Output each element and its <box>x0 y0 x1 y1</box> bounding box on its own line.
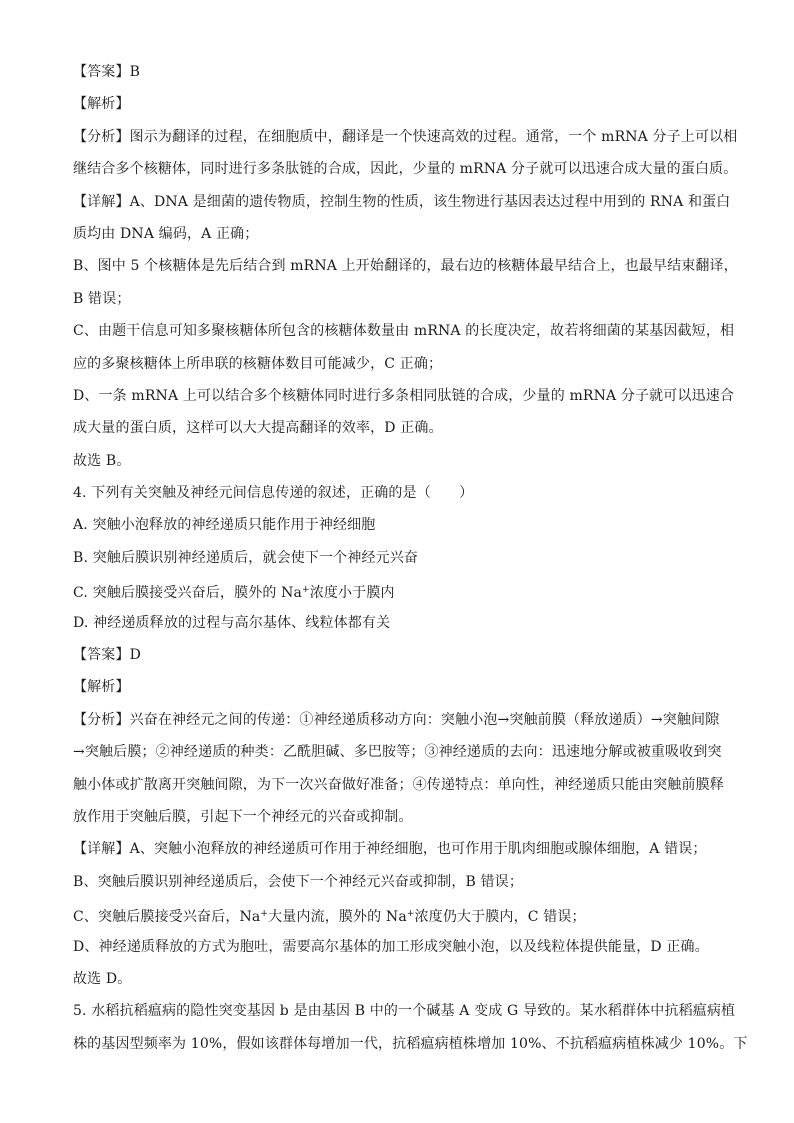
text-line: 【分析】兴奋在神经元之间的传递：①神经递质移动方向：突触小泡→突触前膜（释放递质）→突触间隙 <box>73 711 720 728</box>
text-line: 放作用于突触后膜，引起下一个神经元的兴奋或抑制。 <box>73 808 413 825</box>
question-4-option-a: A. 突触小泡释放的神经递质只能作用于神经细胞 <box>73 517 376 534</box>
text-line: 【详解】A、突触小泡释放的神经递质可作用于神经细胞，也可作用于肌肉细胞或腺体细胞，A 错误； <box>73 841 707 858</box>
question-5-stem: 5. 水稻抗稻瘟病的隐性突变基因 b 是由基因 B 中的一个碱基 A 变成 G 导致的。某水稻群体中抗稻瘟病植 <box>73 1003 736 1020</box>
text-line <box>73 904 723 924</box>
text-line: D、神经递质释放的方式为胞吐，需要高尔基体的加工形成突触小泡，以及线粒体提供能量，D 正确。 <box>73 938 709 955</box>
text-line: B 错误； <box>73 290 131 307</box>
option-c-head: C. 突触后膜接受兴奋后，膜外的 Na <box>73 585 303 602</box>
conclusion-line: 故选 B。 <box>73 452 131 469</box>
analysis-label-q3: 【解析】 <box>73 96 130 113</box>
question-4-option-d: D. 神经递质释放的过程与高尔基体、线粒体都有关 <box>73 614 391 631</box>
text-line: 应的多聚核糖体上所串联的核糖体数目可能减少，C 正确； <box>73 355 443 372</box>
question-4-option-b: B. 突触后膜识别神经递质后，就会使下一个神经元兴奋 <box>73 549 419 566</box>
na-superscript: + <box>302 585 310 596</box>
text-line: C、由题干信息可知多聚核糖体所包含的核糖体数量由 mRNA 的长度决定，故若将细菌的某基因截短，相 <box>73 323 735 340</box>
option-c-tail: 浓度小于膜内 <box>309 585 395 602</box>
question-4-stem: 4. 下列有关突触及神经元间信息传递的叙述，正确的是（ ） <box>73 485 474 502</box>
detail-c-mid: 大量内流，膜外的 Na <box>268 909 407 926</box>
detail-c-tail: 浓度仍大于膜内，C 错误； <box>414 909 586 926</box>
document-body <box>73 62 748 1066</box>
analysis-label-q4: 【解析】 <box>73 679 130 696</box>
text-line: 质均由 DNA 编码，A 正确； <box>73 225 259 242</box>
text-line: 继结合多个核糖体，同时进行多条肽链的合成，因此，少量的 mRNA 分子就可以迅速合成大量的蛋白质。 <box>73 161 738 178</box>
text-line: 【详解】A、DNA 是细菌的遗传物质，控制生物的性质，该生物进行基因表达过程中用到的 RNA 和蛋白 <box>73 193 731 210</box>
na-superscript: + <box>260 909 269 920</box>
detail-c-head: C、突触后膜接受兴奋后，Na <box>73 909 261 926</box>
text-line: 触小体或扩散离开突触间隙，为下一次兴奋做好准备；④传递特点：单向性，神经递质只能由突触前膜释 <box>73 776 724 793</box>
text-line: B、图中 5 个核糖体是先后结合到 mRNA 上开始翻译的，最右边的核糖体最早结合上，也最早结束翻译， <box>73 258 738 275</box>
answer-label-q3: 【答案】B <box>73 64 141 80</box>
na-superscript: + <box>406 909 415 920</box>
answer-label-q4: 【答案】D <box>73 647 141 664</box>
text-line: 【分析】图示为翻译的过程，在细胞质中，翻译是一个快速高效的过程。通常，一个 mRNA 分子上可以相 <box>73 128 738 145</box>
text-line: B、突触后膜识别神经递质后，会使下一个神经元兴奋或抑制，B 错误； <box>73 873 523 890</box>
question-5-stem: 株的基因型频率为 10%，假如该群体每增加一代，抗稻瘟病植株增加 10%、不抗稻瘟病植株减少 10%。下 <box>73 1035 748 1052</box>
text-line: →突触后膜；②神经递质的种类：乙酰胆碱、多巴胺等；③神经递质的去向：迅速地分解或被重吸收到突 <box>73 744 722 761</box>
text-line: 成大量的蛋白质，这样可以大大提高翻译的效率，D 正确。 <box>73 420 443 437</box>
conclusion-line: 故选 D。 <box>73 970 132 987</box>
question-4-option-c <box>73 580 723 600</box>
text-line: D、一条 mRNA 上可以结合多个核糖体同时进行多条相同肽链的合成，少量的 mRNA 分子就可以迅速合 <box>73 387 735 404</box>
